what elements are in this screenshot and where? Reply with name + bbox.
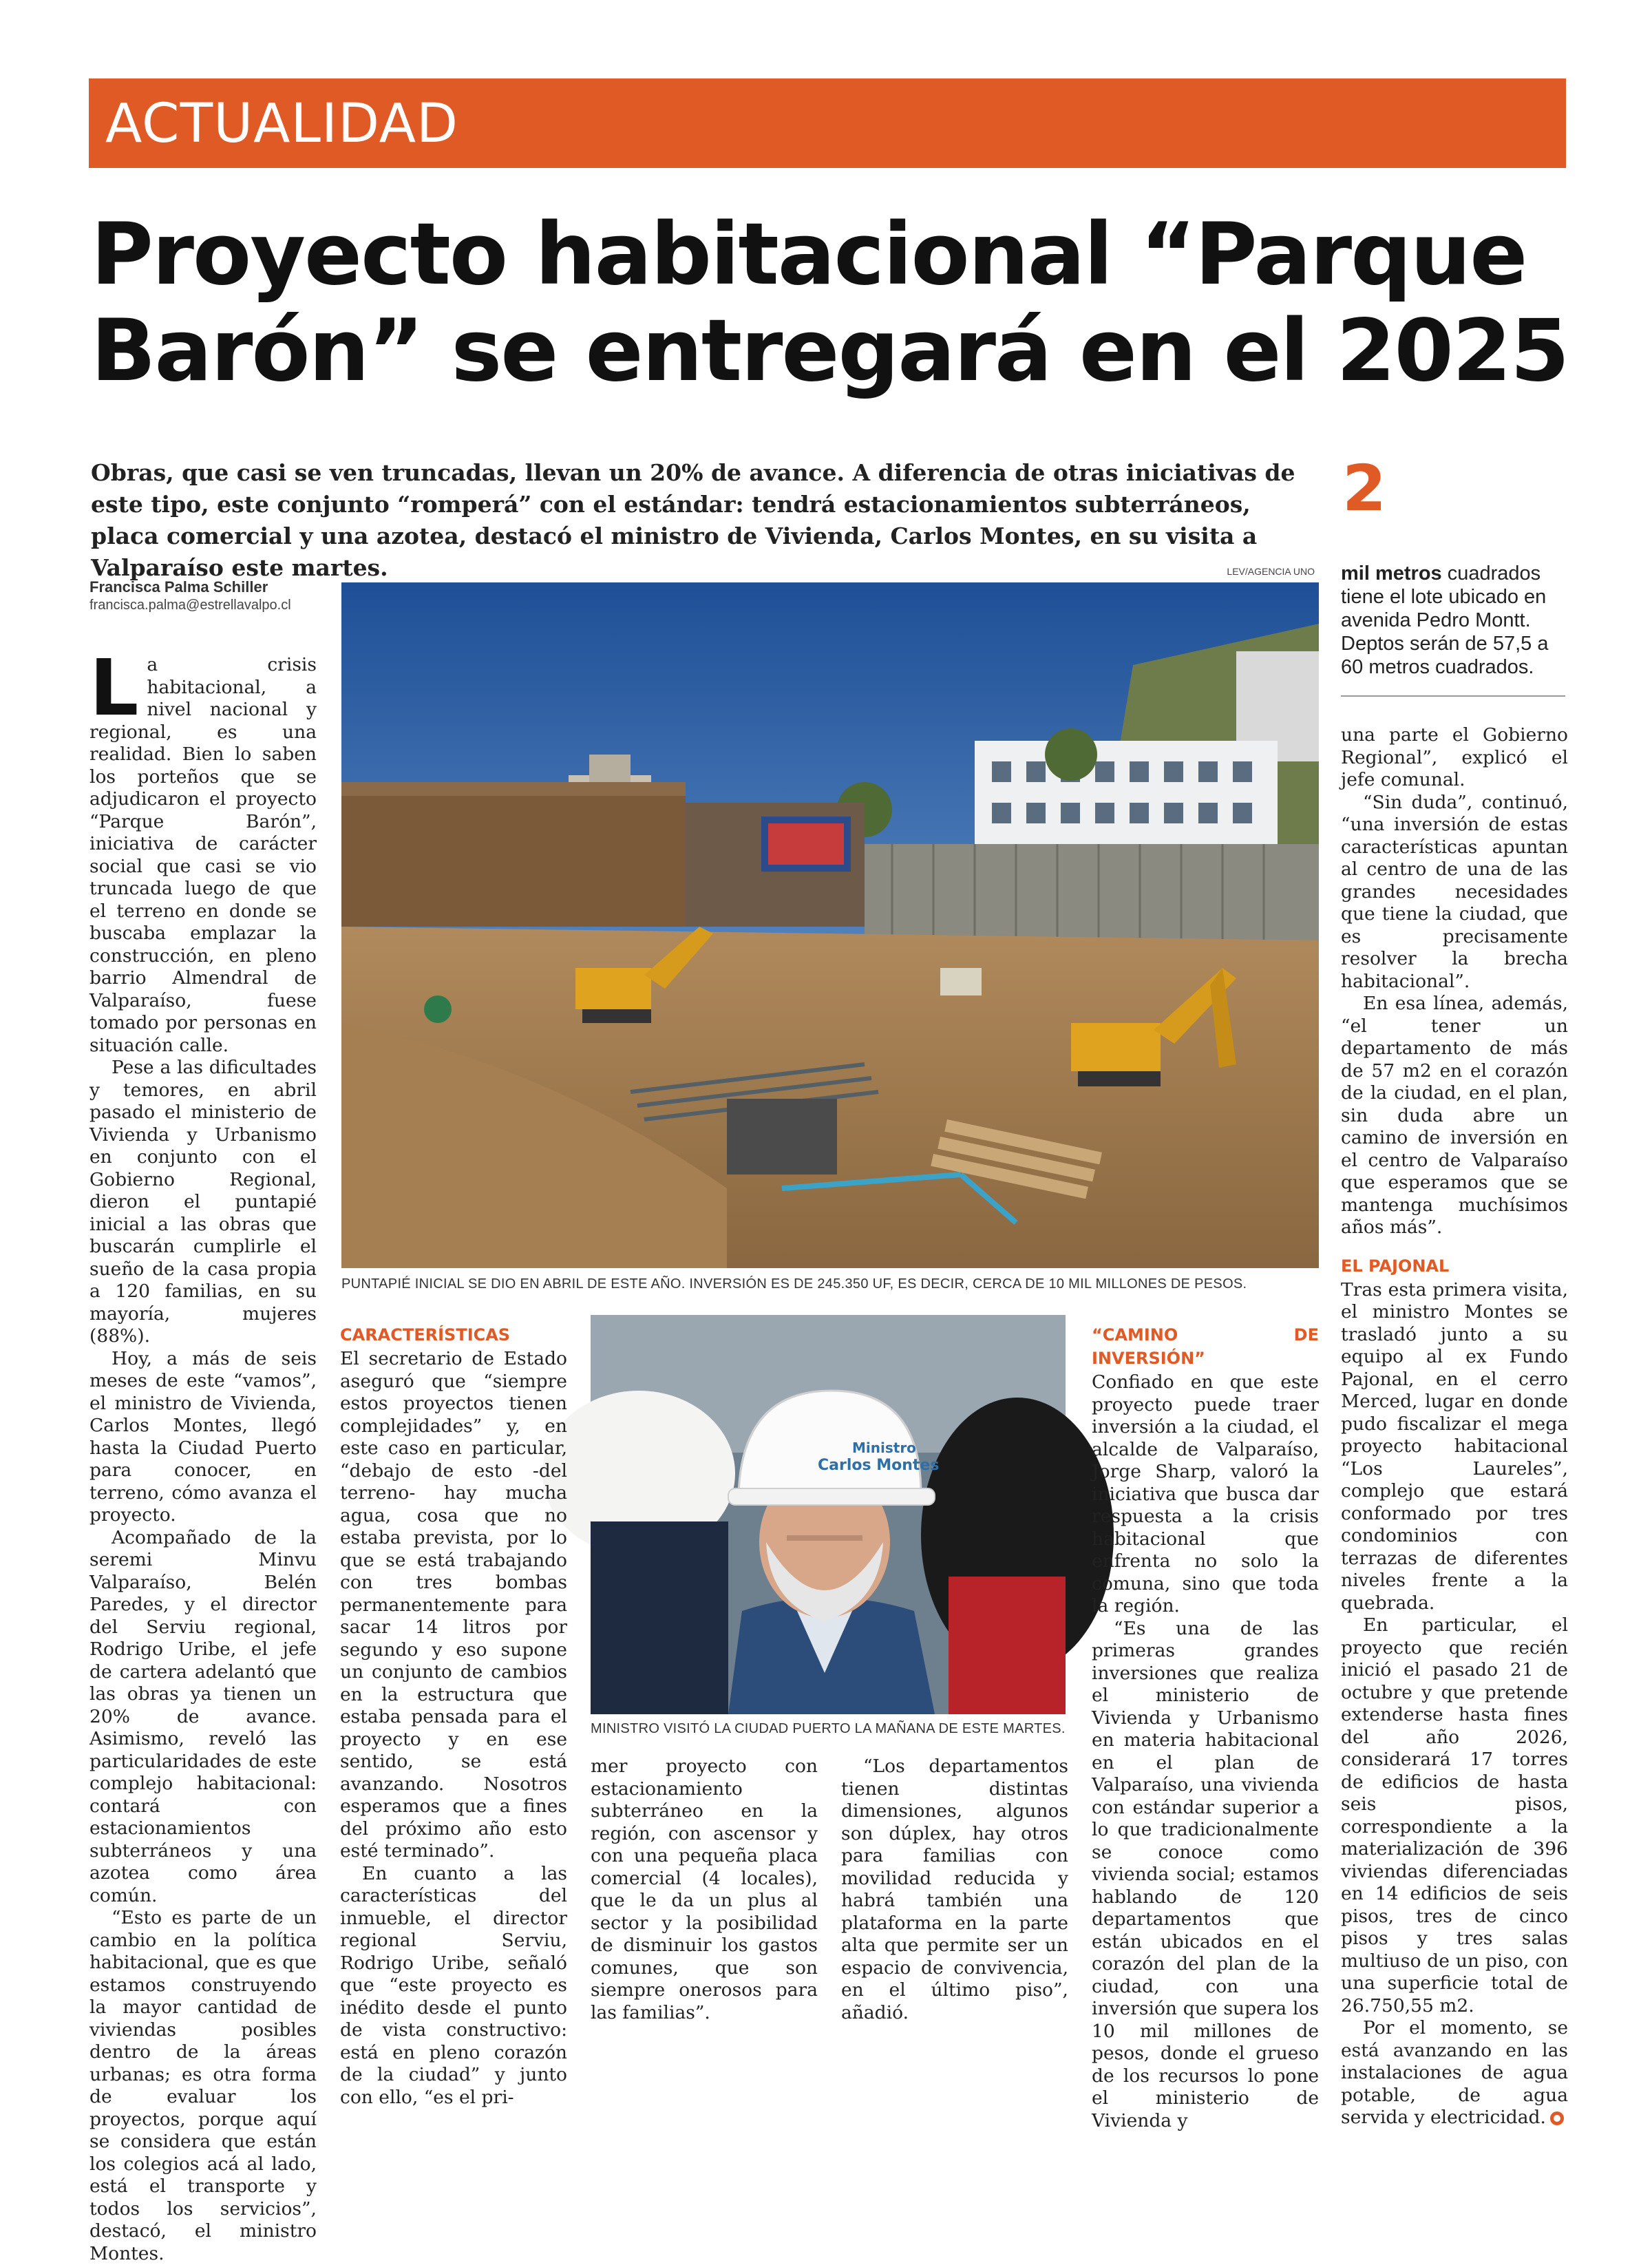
paragraph: “Es una de las primeras grandes inversiones que realiza el ministerio de Vivienda y Urbanismo en materia habitacional en el plan de Valparaíso, una vivienda con estándar superior a lo que tradicionalmente se conoce como vivienda social; estamos hablando de 120 departamentos que están ubicados en el corazón del plan de la ciudad, con una inversión que supera los 10 mil millones de pesos, donde el grueso de los recursos lo pone el ministerio de Vivienda y	[1092, 1617, 1319, 2131]
article-column-2	[340, 1323, 567, 2109]
stat-text	[1341, 562, 1568, 679]
paragraph: Tras esta primera visita, el ministro Montes se trasladó junto a su equipo al ex Fundo Pajonal, en el cerro Merced, lugar en donde pudo fiscalizar el mega proyecto habitacional “Los Laureles”, complejo que estará conformado por tres condominios con terrazas de diferentes niveles frente a la quebrada.	[1341, 1278, 1568, 1614]
paragraph: “Sin duda”, continuó, “una inversión de estas características apuntan al centro de una de las grandes necesidades que tiene la ciudad, que es precisamente resolver la brecha habitacional”.	[1341, 791, 1568, 992]
paragraph: Acompañado de la seremi Minvu Valparaíso, Belén Paredes, y el director del Serviu regional, Rodrigo Uribe, el jefe de cartera adelantó que las obras ya tienen un 20% de avance. Asimismo, reveló las particularidades de este complejo habitacional: contará con estacionamientos subterráneos y una azotea como área común.	[89, 1526, 317, 1906]
subhead-caracteristicas: CARACTERÍSTICAS	[340, 1325, 511, 1345]
paragraph: En cuanto a las características del inmueble, el director regional Serviu, Rodrigo Uribe, señaló que “este proyecto es inédito desde el punto de vista constructivo: está en pleno corazón de la ciudad” y junto con ello, “es el pri-	[340, 1862, 567, 2108]
section-band	[89, 78, 1566, 168]
article-column-4	[841, 1756, 1068, 2024]
stat-body: cuadrados tiene el lote ubicado en avenida Pedro Montt. Deptos serán de 57,5 a 60 metros cuadrados.	[1341, 562, 1549, 678]
paragraph: En esa línea, además, “el tener un departamento de más de 57 m2 en el corazón de la ciudad, en el plan, sin duda abre un camino de inversión en el centro de Valparaíso que esperamos que se mantenga muchísimos años más”.	[1341, 993, 1568, 1238]
paragraph: mer proyecto con estacionamiento subterráneo en la región, con ascensor y con una pequeña placa comercial (4 locales), que le da un plus al sector y la posibilidad de disminuir los gastos comunes, que son siempre onerosos para las familias”.	[591, 1756, 818, 2023]
paragraph-text: a crisis habitacional, a nivel nacional y regional, es una realidad. Bien lo saben los porteños que se adjudicaron el proyecto “Parque Barón”, iniciativa de carácter social que casi se vio truncada luego de que el terreno en donde se buscaba emplazar la construcción, en pleno barrio Almendral de Valparaíso, fuese tomado por personas en situación calle.	[89, 654, 317, 1056]
deck: Obras, que casi se ven truncadas, llevan un 20% de avance. A diferencia de otras iniciativas de este tipo, este conjunto “romperá” con el estándar: tendrá estacionamientos subterráneos, placa comercial y una azotea, destacó el ministro de Vivienda, Carlos Montes, en su visita a Valparaíso este martes.	[91, 459, 1295, 581]
paragraph	[89, 644, 317, 1057]
paragraph: En particular, el proyecto que recién inició el pasado 21 de octubre y que pretende extenderse hasta fines del año 2026, considerará 17 torres de edificios de hasta seis pisos, correspondiente a la materialización de 396 viviendas diferenciadas en 14 edificios de seis pisos, tres de cinco pisos y tres salas multiuso de un piso, con una superficie total de 26.750,55 m2.	[1341, 1614, 1568, 2016]
stat-divider	[1341, 695, 1565, 697]
end-of-article-icon	[1550, 2111, 1564, 2125]
construction-site-illustration	[341, 582, 1319, 1268]
article-column-1	[89, 644, 317, 2265]
section-label: ACTUALIDAD	[105, 93, 459, 155]
dropcap: L	[89, 644, 139, 733]
minister-illustration	[591, 1315, 1066, 1714]
paragraph: Hoy, a más de seis meses de este “vamos”, el ministro de Vivienda, Carlos Montes, llegó hasta la Ciudad Puerto para conocer, en terreno, cómo avanza el proyecto.	[89, 1347, 317, 1526]
paragraph	[1341, 2017, 1568, 2129]
construction-site-photo	[341, 582, 1319, 1268]
paragraph: una parte el Gobierno Regional”, explicó el jefe comunal.	[1341, 724, 1568, 790]
headline: Proyecto habitacional “Parque Barón” se entregará en el 2025	[91, 205, 1569, 401]
subhead-el-pajonal: EL PAJONAL	[1341, 1256, 1450, 1276]
paragraph: “Los departamentos tienen distintas dimensiones, algunos son dúplex, hay otros para familias con movilidad reducida y habrá también una plataforma en la parte alta que permite ser un espacio de convivencia, en el último piso”, añadió.	[841, 1756, 1068, 2023]
stat-lead: mil metros	[1341, 562, 1442, 584]
byline	[89, 578, 324, 613]
byline-name: Francisca Palma Schiller	[89, 578, 268, 596]
paragraph: Pese a las dificultades y temores, en abril pasado el ministerio de Vivienda y Urbanismo en conjunto con el Gobierno Regional, dieron el puntapié inicial a las obras que buscarán cumplirle el sueño de la casa propia a 120 familias, en su mayoría, mujeres (88%).	[89, 1057, 317, 1347]
second-photo-caption: MINISTRO VISITÓ LA CIUDAD PUERTO LA MAÑANA DE ESTE MARTES.	[591, 1721, 1066, 1736]
byline-email: francisca.palma@estrellavalpo.cl	[89, 598, 291, 613]
subhead-camino-de-inversion: “CAMINO DE INVERSIÓN”	[1092, 1325, 1319, 1368]
main-photo-caption: PUNTAPIÉ INICIAL SE DIO EN ABRIL DE ESTE AÑO. INVERSIÓN ES DE 245.350 UF, ES DECIR, CERCA DE 10 MIL MILLONES DE PESOS.	[341, 1276, 1247, 1292]
paragraph: El secretario de Estado aseguró que “siempre estos proyectos tienen complejidades” y, en este caso en particular, “debajo de esto -del terreno- hay mucha agua, cosa que no estaba prevista, por lo que se está trabajando con tres bombas permanentemente para sacar 14 litros por segundo y eso supone un conjunto de cambios en la estructura que estaba pensada para el proyecto y en ese sentido, se está avanzando. Nosotros esperamos que a fines del próximo año esto esté terminado”.	[340, 1348, 567, 1862]
paragraph: Confiado en que este proyecto puede traer inversión a la ciudad, el alcalde de Valparaíso, Jorge Sharp, valoró la iniciativa que busca dar respuesta a la crisis habitacional que enfrenta no solo la comuna, sino que toda la región.	[1092, 1371, 1319, 1616]
minister-photo	[591, 1315, 1066, 1714]
paragraph: “Esto es parte de un cambio en la política habitacional, que es que estamos construyendo la mayor cantidad de viviendas posibles dentro de la áreas urbanas; es otra forma de evaluar los proyectos, porque aquí se considera que están los colegios acá al lado, está el transporte y todos los servicios”, destacó, el ministro Montes.	[89, 1907, 317, 2264]
photo-credit: LEV/AGENCIA UNO	[1227, 566, 1315, 577]
paragraph-text: Por el momento, se está avanzando en las instalaciones de agua potable, de agua servida y electricidad.	[1341, 2017, 1568, 2128]
article-column-3	[591, 1756, 818, 2024]
article-column-5	[1092, 1323, 1319, 2132]
stat-number: 2	[1342, 452, 1387, 525]
article-column-6	[1341, 724, 1568, 2129]
helmet-label-line1: Ministro	[852, 1440, 916, 1456]
helmet-label-line2: Carlos Montes	[818, 1457, 940, 1474]
